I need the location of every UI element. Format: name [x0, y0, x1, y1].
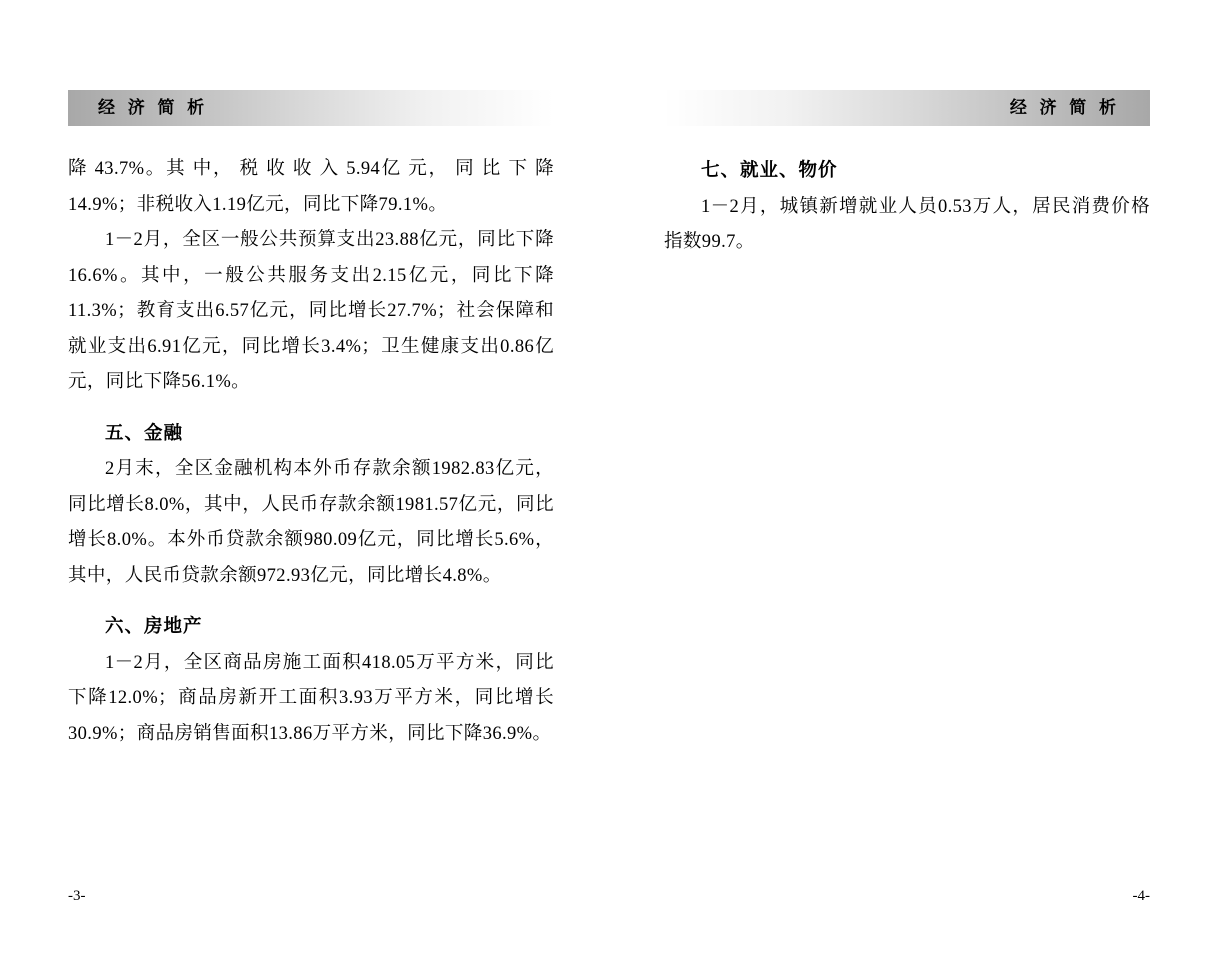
running-header-left: [68, 90, 554, 126]
header-title-right: 经 济 简 析: [1009, 98, 1120, 117]
page-number-left: -3-: [68, 888, 86, 904]
page-left-body: [68, 152, 554, 752]
paragraph-fiscal-expenditure: 1－2月，全区一般公共预算支出23.88亿元，同比下降16.6%。其中，一般公共服务支出2.15亿元，同比下降11.3%；教育支出6.57亿元，同比增长27.7%；社会保障和就业支出6.91亿元，同比增长3.4%；卫生健康支出0.86亿元，同比下降56.1%。: [68, 230, 554, 392]
paragraph-finance: 2月末，全区金融机构本外币存款余额1982.83亿元，同比增长8.0%，其中，人民币存款余额1981.57亿元，同比增长8.0%。本外币贷款余额980.09亿元，同比增长5.6%，其中，人民币贷款余额972.93亿元，同比增长4.8%。: [68, 459, 554, 586]
header-title-left: 经 济 简 析: [98, 98, 209, 117]
running-header-right: [664, 90, 1150, 126]
page-number-right: -4-: [1132, 888, 1150, 904]
paragraph-fiscal-revenue: 降 43.7%。其 中， 税 收 收 入 5.94亿 元， 同 比 下 降 14.9%；非税收入1.19亿元，同比下降79.1%。: [68, 159, 554, 215]
page-right-body: [664, 152, 1150, 261]
paragraph-real-estate: 1－2月，全区商品房施工面积418.05万平方米，同比下降12.0%；商品房新开工面积3.93万平方米，同比增长30.9%；商品房销售面积13.86万平方米，同比下降36.9%。: [68, 652, 554, 744]
section-heading-real-estate: 六、房地产: [105, 615, 203, 636]
page-right: [609, 0, 1218, 977]
section-heading-employment-prices: 七、就业、物价: [701, 159, 838, 180]
paragraph-employment-prices: 1－2月，城镇新增就业人员0.53万人，居民消费价格指数99.7。: [664, 196, 1150, 252]
section-heading-finance: 五、金融: [105, 421, 184, 443]
